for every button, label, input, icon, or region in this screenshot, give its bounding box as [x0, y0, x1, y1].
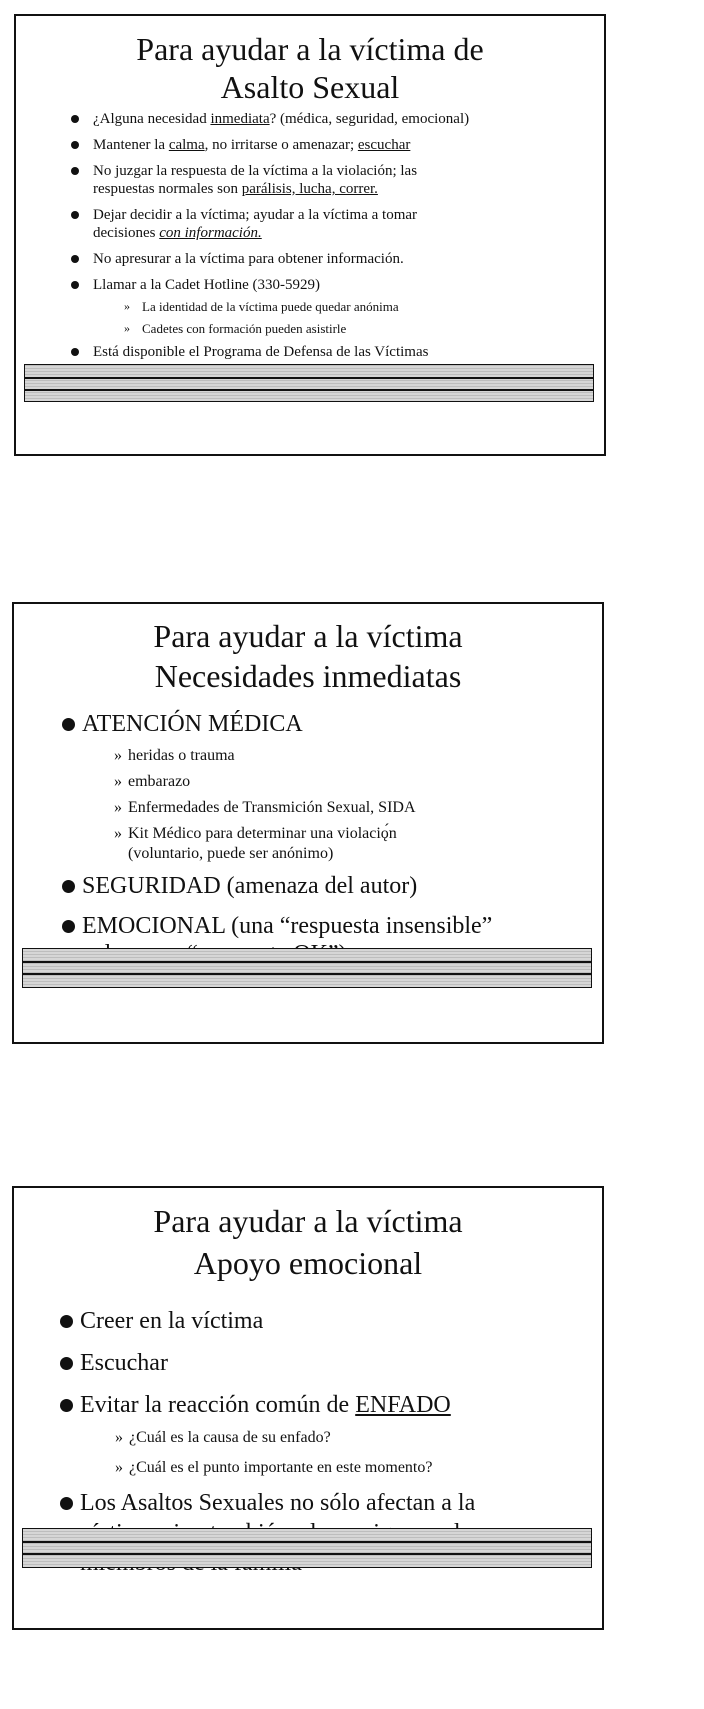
sub-list: [16, 298, 604, 337]
list-item: Dejar decidir a la víctima; ayudar a la víctima a tomar decisiones con información.: [16, 206, 604, 242]
band-stripe: [23, 973, 591, 975]
chevron-icon: »: [115, 1459, 123, 1476]
band-stripe: [25, 389, 593, 391]
chevron-icon: »: [124, 321, 130, 335]
sub-item: » ¿Cuál es el punto importante en este momento?: [115, 1459, 433, 1476]
slide-necesidades-inmediatas: [12, 602, 604, 1044]
bullet-icon: [71, 141, 79, 149]
chevron-icon: »: [124, 299, 130, 313]
list-item: No juzgar la respuesta de la víctima a la violación; las respuestas normales son parálisis, lucha, correr.: [16, 162, 604, 198]
band-stripe: [25, 377, 593, 379]
list-item: ¿Alguna necesidad inmediata? (médica, seguridad, emocional): [16, 110, 604, 128]
sub-item: » ¿Cuál es la causa de su enfado?: [115, 1429, 331, 1446]
list-item: Creer en la víctima: [14, 1306, 602, 1336]
slide-title: [14, 604, 602, 696]
bullet-icon: [71, 115, 79, 123]
bullet-icon: [60, 1399, 73, 1412]
sub-item: » embarazo: [114, 773, 191, 790]
decorative-band: [22, 948, 592, 988]
title-line-1: Para ayudar a la víctima: [153, 1203, 463, 1239]
list-item: No apresurar a la víctima para obtener información.: [16, 250, 604, 268]
chevron-icon: »: [114, 825, 122, 842]
list-item: Llamar a la Cadet Hotline (330-5929): [16, 276, 604, 294]
chevron-icon: »: [114, 773, 122, 790]
slide-title: [14, 1188, 602, 1284]
list-item: Escuchar: [14, 1348, 602, 1378]
slide-title: [16, 16, 604, 106]
bullet-list: [14, 710, 602, 968]
chevron-icon: »: [114, 747, 122, 764]
bullet-icon: [71, 348, 79, 356]
list-item: Evitar la reacción común de ENFADO: [14, 1390, 602, 1420]
bullet-icon: [71, 211, 79, 219]
sub-list: [14, 746, 602, 864]
sub-item: » heridas o trauma: [114, 747, 235, 764]
title-line-2: Apoyo emocional: [193, 1245, 423, 1281]
sub-item: » Kit Médico para determinar una violaciǫ́n (voluntario, puede ser anónimo): [114, 825, 397, 862]
title-line-2: Necesidades inmediatas: [154, 658, 462, 694]
list-item: Los Asaltos Sexuales no sólo afectan a la: [14, 1488, 602, 1578]
chevron-icon: »: [115, 1429, 123, 1446]
bullet-icon: [71, 167, 79, 175]
decorative-band: [24, 364, 594, 402]
bullet-icon: [62, 920, 75, 933]
title-line-1: Para ayudar a la víctima de: [136, 31, 484, 67]
chevron-icon: »: [114, 799, 122, 816]
list-item: Mantener la calma, no irritarse o amenazar; escuchar: [16, 136, 604, 154]
bullet-icon: [71, 255, 79, 263]
list-item: Está disponible el Programa de Defensa de las Víctimas: [16, 343, 604, 361]
slide-asalto-sexual: [14, 14, 606, 456]
list-item: ATENCIÓN MÉDICA: [14, 710, 602, 738]
bullet-icon: [71, 281, 79, 289]
list-item: SEGURIDAD (amenaza del autor): [14, 872, 602, 900]
bullet-icon: [60, 1357, 73, 1370]
sub-item: » Enfermedades de Transmición Sexual, SIDA: [114, 799, 416, 816]
sub-item: » La identidad de la víctima puede quedar anónima: [124, 299, 399, 314]
bullet-list: [16, 110, 604, 361]
sub-list: [14, 1428, 602, 1478]
slide-apoyo-emocional: [12, 1186, 604, 1630]
bullet-icon: [60, 1497, 73, 1510]
band-stripe: [23, 1541, 591, 1543]
list-item: EMOCIONAL (una “respuesta insensible”: [14, 912, 602, 968]
bullet-icon: [62, 880, 75, 893]
title-line-2: Asalto Sexual: [220, 69, 400, 105]
title-line-1: Para ayudar a la víctima: [153, 618, 463, 654]
decorative-band: [22, 1528, 592, 1568]
sub-item: » Cadetes con formación pueden asistirle: [124, 321, 347, 336]
band-stripe: [23, 1553, 591, 1555]
band-stripe: [23, 961, 591, 963]
bullet-icon: [60, 1315, 73, 1328]
bullet-icon: [62, 718, 75, 731]
